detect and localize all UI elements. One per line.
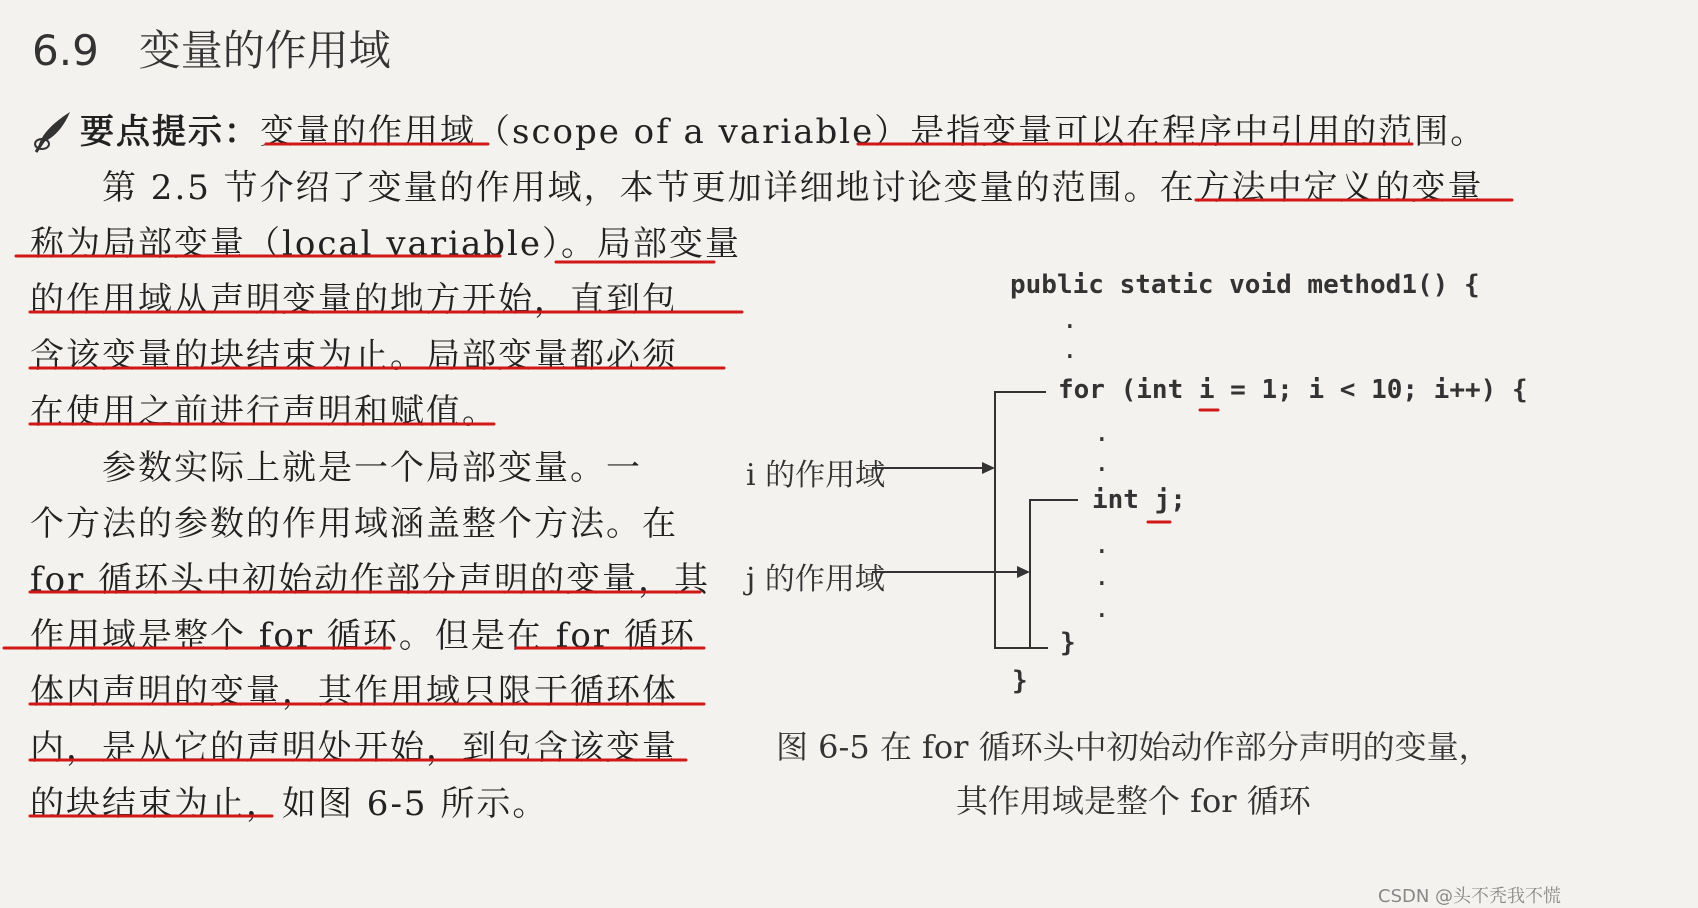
paragraph1-line-1: 称为局部变量（local variable）。局部变量 [30, 224, 741, 264]
i-scope-bracket [995, 392, 1048, 648]
paragraph2-line-1: 参数实际上就是一个局部变量。一 [102, 448, 642, 488]
figure-caption-line-1: 图 6-5 在 for 循环头中初始动作部分声明的变量， [776, 728, 1491, 766]
paragraph1-line-2: 的作用域从声明变量的地方开始，直到包 [30, 280, 678, 320]
section-title: 变量的作用域 [138, 26, 391, 75]
code-method-close-brace: } [1012, 666, 1028, 696]
paragraph2-line-6: 内，是从它的声明处开始，到包含该变量 [30, 728, 678, 768]
paragraph2-line-2: 个方法的参数的作用域涵盖整个方法。在 [30, 504, 678, 544]
i-scope-label: i 的作用域 [746, 458, 886, 493]
i-scope-arrowhead [982, 462, 995, 474]
figure-caption-line-2: 其作用域是整个 for 循环 [956, 782, 1311, 820]
code-ellipsis-dot: . [1062, 305, 1078, 335]
code-ellipsis-dot: . [1062, 335, 1078, 365]
code-ellipsis-dot: . [1094, 448, 1110, 478]
j-scope-bracket [1030, 500, 1078, 648]
code-ellipsis-dot: . [1094, 530, 1110, 560]
code-for-close-brace: } [1060, 628, 1076, 658]
paragraph1-line-4: 在使用之前进行声明和赋值。 [30, 392, 498, 432]
paragraph2-line-4: 作用域是整个 for 循环。但是在 for 循环 [30, 616, 696, 656]
code-ellipsis-dot: . [1094, 418, 1110, 448]
paragraph2-line-7: 的块结束为止，如图 6-5 所示。 [30, 784, 549, 824]
watermark: CSDN @头不秃我不慌 [1378, 886, 1562, 907]
paragraph1-line-3: 含该变量的块结束为止。局部变量都必须 [30, 336, 678, 376]
paragraph1-first-line: 第 2.5 节介绍了变量的作用域，本节更加详细地讨论变量的范围。在方法中定义的变量 [102, 168, 1484, 208]
tip-label: 要点提示： [80, 112, 260, 152]
j-scope-arrowhead [1017, 566, 1030, 578]
code-ellipsis-dot: . [1094, 594, 1110, 624]
code-ellipsis-dot: . [1094, 562, 1110, 592]
code-method-signature: public static void method1() { [1010, 270, 1480, 300]
paragraph2-line-3: for 循环头中初始动作部分声明的变量，其 [30, 560, 711, 600]
j-scope-label: j 的作用域 [746, 562, 885, 597]
code-int-j: int j; [1092, 485, 1186, 515]
section-number: 6.9 [32, 26, 99, 75]
paragraph2-line-5: 体内声明的变量，其作用域只限于循环体 [30, 672, 678, 712]
tip-text: 变量的作用域（scope of a variable）是指变量可以在程序中引用的范围。 [260, 112, 1487, 152]
code-for-header: for (int i = 1; i < 10; i++) { [1058, 375, 1528, 405]
